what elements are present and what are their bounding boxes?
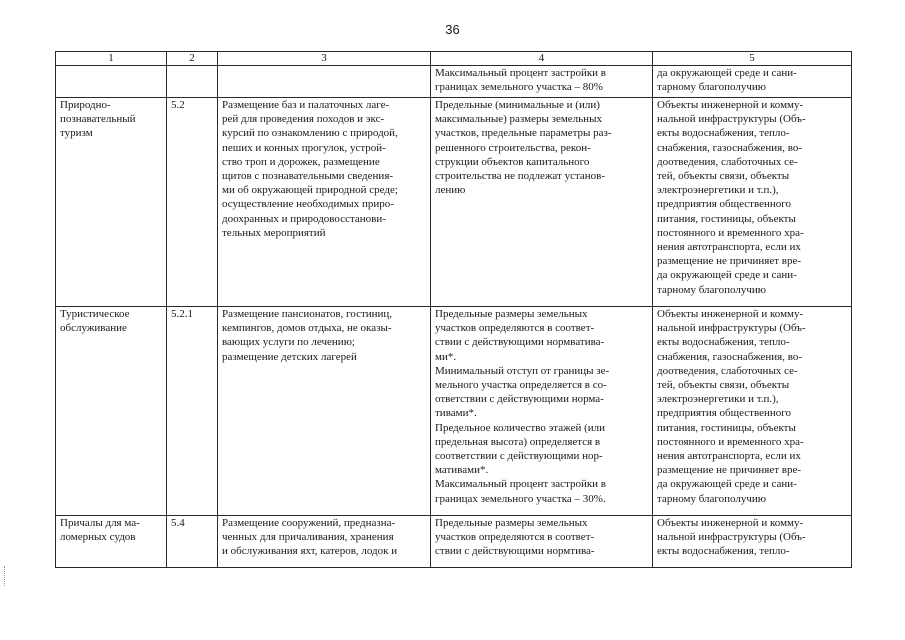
table-row <box>56 307 852 516</box>
use-type-text: Туристическое обслуживание <box>60 308 130 335</box>
use-type-text: Природно- познавательный туризм <box>60 99 136 140</box>
use-type-cell <box>56 516 167 568</box>
code-text: 5.2 <box>171 99 185 111</box>
description-text: Размещение пансионатов, гостиниц, кемпингов, домов отдыха, не оказы- вающих услуги по лечению; размещение детских лагерей <box>222 308 393 363</box>
column-header-1: 1 <box>56 52 167 66</box>
code-cell <box>167 516 218 568</box>
code-cell <box>167 98 218 307</box>
table-row <box>56 516 852 568</box>
parameters-cell <box>431 307 653 516</box>
column-header-5: 5 <box>653 52 852 66</box>
column-header-3: 3 <box>218 52 431 66</box>
parameters-text: Предельные размеры земельных участков определяются в соответ- ствии с действующими нормтива- <box>435 517 595 558</box>
use-type-cell <box>56 307 167 516</box>
code-text: 5.4 <box>171 517 185 529</box>
parameters-text: Максимальный процент застройки в границах земельного участка – 80% <box>435 67 606 94</box>
use-type-cell <box>56 98 167 307</box>
parameters-text: Предельные (минимальные и (или) максимальные) размеры земельных участков, предельные параметры раз- решенного строительства, рекон- струкции объектов капитального строительства не подлежат установ- лению <box>435 99 612 197</box>
page-number: 36 <box>445 22 460 37</box>
code-cell <box>167 307 218 516</box>
description-text: Размещение баз и палаточных лаге- рей для проведения походов и экс- курсий по ознакомлению с природой, пеших и конных прогулок, устрой- ство троп и дорожек, размещение щитов с познавательными сведения- ми об окружающей природной среде; осуществление необходимых приро- доохранных и природовосстанови- тельных мероприятий <box>222 99 398 239</box>
auxiliary-uses-cell <box>653 516 852 568</box>
parameters-cell <box>431 516 653 568</box>
code-text: 5.2.1 <box>171 308 193 320</box>
auxiliary-uses-text: Объекты инженерной и комму- нальной инфраструктуры (Объ- екты водоснабжения, тепло- <box>657 517 806 558</box>
table-row <box>56 66 852 98</box>
auxiliary-uses-text: да окружающей среде и сани- тарному благополучию <box>657 67 797 94</box>
column-header-2: 2 <box>167 52 218 66</box>
parameters-cell <box>431 66 653 98</box>
description-cell <box>218 516 431 568</box>
use-type-text: Причалы для ма- ломерных судов <box>60 517 140 544</box>
column-header-4: 4 <box>431 52 653 66</box>
parameters-cell <box>431 98 653 307</box>
code-cell <box>167 66 218 98</box>
description-cell <box>218 98 431 307</box>
parameters-text: Предельные размеры земельных участков определяются в соответ- ствии с действующими нормватива- ми*. Минимальный отступ от границы зе- мельного участка определяется в со- ответствии с действующими норма- тивами*. Предельное количество этажей (или предельная высота) определяется в соответствии с действующими нор- мативами*. Максимальный процент застройки в границах земельного участка – 30%. <box>435 308 610 505</box>
auxiliary-uses-text: Объекты инженерной и комму- нальной инфраструктуры (Объ- екты водоснабжения, тепло- снабжения, газоснабжения, во- доотведения, слаботочных се- тей, объекты связи, объекты электроэнергетики и т.п.), предприятия общественного питания, гостиницы, объекты постоянного и временного хра- нения автотранспорта, если их размещение не причиняет вре- да окружающей среде и сани- тарному благополучию <box>657 308 806 505</box>
description-cell <box>218 307 431 516</box>
table-row <box>56 98 852 307</box>
description-cell <box>218 66 431 98</box>
land-use-table <box>55 51 852 568</box>
description-text: Размещение сооружений, предназна- ченных для причаливания, хранения и обслуживания яхт, катеров, лодок и <box>222 517 398 558</box>
column-number-row <box>56 52 852 66</box>
auxiliary-uses-cell <box>653 66 852 98</box>
auxiliary-uses-cell <box>653 307 852 516</box>
auxiliary-uses-cell <box>653 98 852 307</box>
use-type-cell <box>56 66 167 98</box>
scan-margin-mark <box>4 566 9 586</box>
auxiliary-uses-text: Объекты инженерной и комму- нальной инфраструктуры (Объ- екты водоснабжения, тепло- снабжения, газоснабжения, во- доотведения, слаботочных се- тей, объекты связи, объекты электроэнергетики и т.п.), предприятия общественного питания, гостиницы, объекты постоянного и временного хра- нения автотранспорта, если их размещение не причиняет вре- да окружающей среде и сани- тарному благополучию <box>657 99 806 296</box>
